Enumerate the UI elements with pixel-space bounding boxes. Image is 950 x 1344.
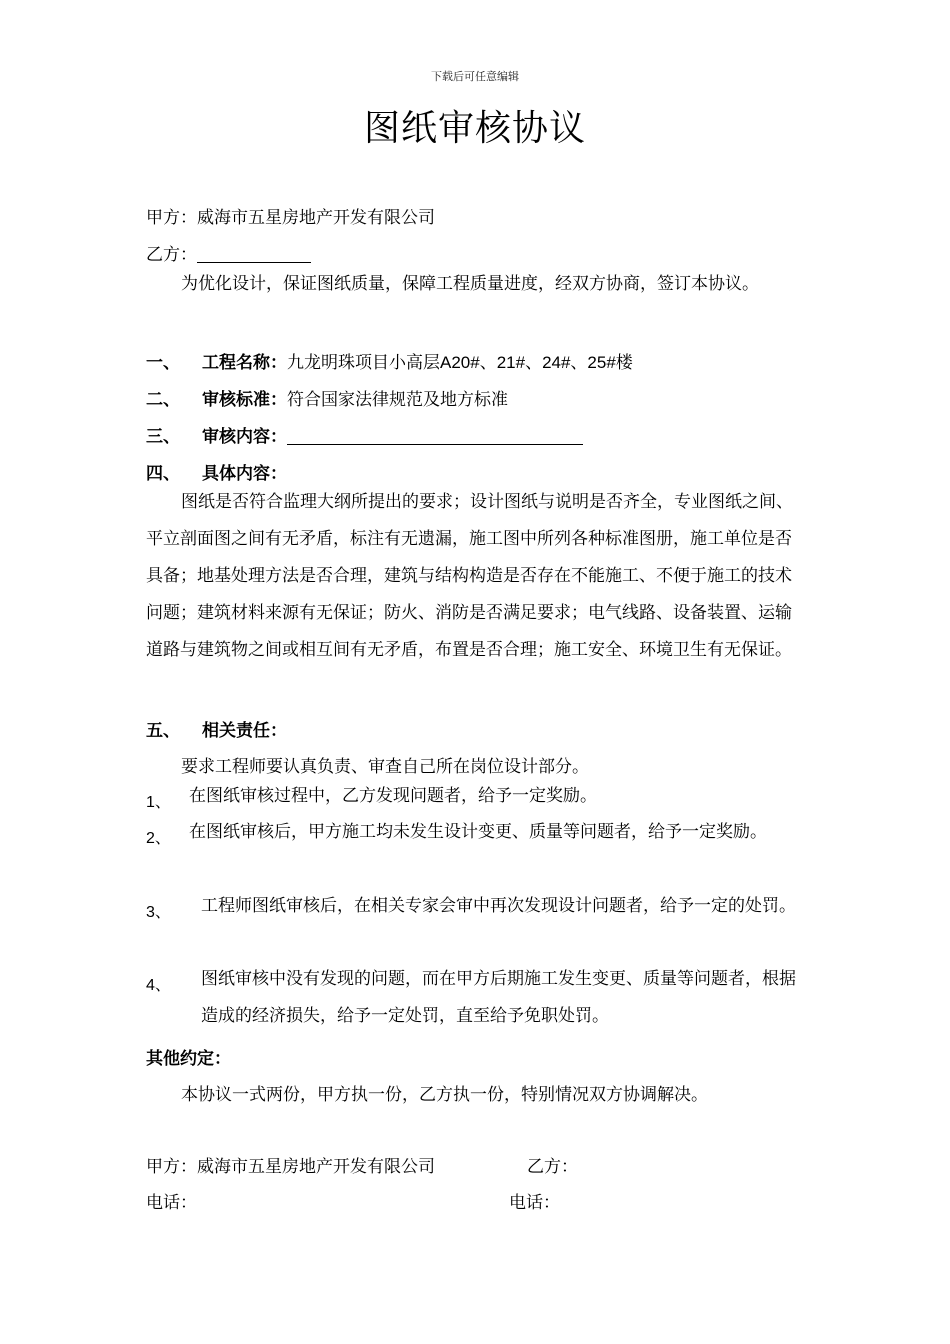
document-title: 图纸审核协议 xyxy=(363,108,586,149)
party-b-blank xyxy=(197,244,311,263)
responsibility-intro: 要求工程师要认真负责、审查自己所在岗位设计部分。 xyxy=(181,757,589,777)
list-item: 工程师图纸审核后，在相关专家会审中再次发现设计问题者，给予一定的处罚。 xyxy=(201,896,796,916)
signature-party-a-label: 甲方： xyxy=(146,1157,197,1177)
section-1 xyxy=(146,348,633,373)
party-a-name: 威海市五星房地产开发有限公司 xyxy=(197,208,435,228)
signature-party-b-label: 乙方： xyxy=(527,1157,578,1177)
section-label: 工程名称： xyxy=(202,353,287,373)
section-label: 相关责任： xyxy=(202,721,287,741)
section-number: 五、 xyxy=(146,721,180,741)
party-b-line xyxy=(146,240,311,265)
section-3-blank xyxy=(287,426,583,445)
party-b-label: 乙方： xyxy=(146,245,197,265)
section-number: 一、 xyxy=(146,353,180,373)
phone-label-a: 电话： xyxy=(146,1193,197,1213)
signature-party-a xyxy=(146,1152,435,1177)
section-label: 审核标准： xyxy=(202,390,287,410)
item-number: 4、 xyxy=(146,977,171,994)
section-2 xyxy=(146,385,508,410)
section-3 xyxy=(146,422,583,447)
phone-label-b: 电话： xyxy=(509,1193,560,1213)
party-a-label: 甲方： xyxy=(146,208,197,228)
party-a-line xyxy=(146,203,435,228)
section-value: 符合国家法律规范及地方标准 xyxy=(287,390,508,410)
other-text: 本协议一式两份，甲方执一份，乙方执一份，特别情况双方协调解决。 xyxy=(181,1085,708,1105)
section-number: 二、 xyxy=(146,390,180,410)
list-item: 在图纸审核过程中，乙方发现问题者，给予一定奖励。 xyxy=(189,786,597,806)
list-item: 图纸审核中没有发现的问题，而在甲方后期施工发生变更、质量等问题者，根据造成的经济损失，给予一定处罚，直至给予免职处罚。 xyxy=(201,969,796,1026)
item-number: 1、 xyxy=(146,794,171,811)
other-label: 其他约定： xyxy=(146,1049,231,1069)
specific-content: 图纸是否符合监理大纲所提出的要求；设计图纸与说明是否齐全，专业图纸之间、平立剖面图之间有无矛盾，标注有无遗漏，施工图中所列各种标准图册，施工单位是否具备；地基处理方法是否合理，建筑与结构构造是否存在不能施工、不便于施工的技术问题；建筑材料来源有无保证；防火、消防是否满足要求；电气线路、设备装置、运输道路与建筑物之间或相互间有无矛盾，布置是否合理；施工安全、环境卫生有无保证。 xyxy=(146,492,793,660)
list-item: 在图纸审核后，甲方施工均未发生设计变更、质量等问题者，给予一定奖励。 xyxy=(189,822,767,842)
section-label: 审核内容： xyxy=(202,427,287,447)
item-number: 3、 xyxy=(146,904,171,921)
section-number: 四、 xyxy=(146,464,180,484)
section-number: 三、 xyxy=(146,427,180,447)
item-number: 2、 xyxy=(146,830,171,847)
signature-party-a-name: 威海市五星房地产开发有限公司 xyxy=(197,1157,435,1177)
section-label: 具体内容： xyxy=(202,464,287,484)
section-5 xyxy=(146,716,287,741)
preamble: 为优化设计，保证图纸质量，保障工程质量进度，经双方协商，签订本协议。 xyxy=(181,274,759,294)
header-note: 下载后可任意编辑 xyxy=(431,70,519,83)
section-value: 九龙明珠项目小高层A20#、21#、24#、25#楼 xyxy=(287,353,633,372)
section-4 xyxy=(146,459,287,484)
